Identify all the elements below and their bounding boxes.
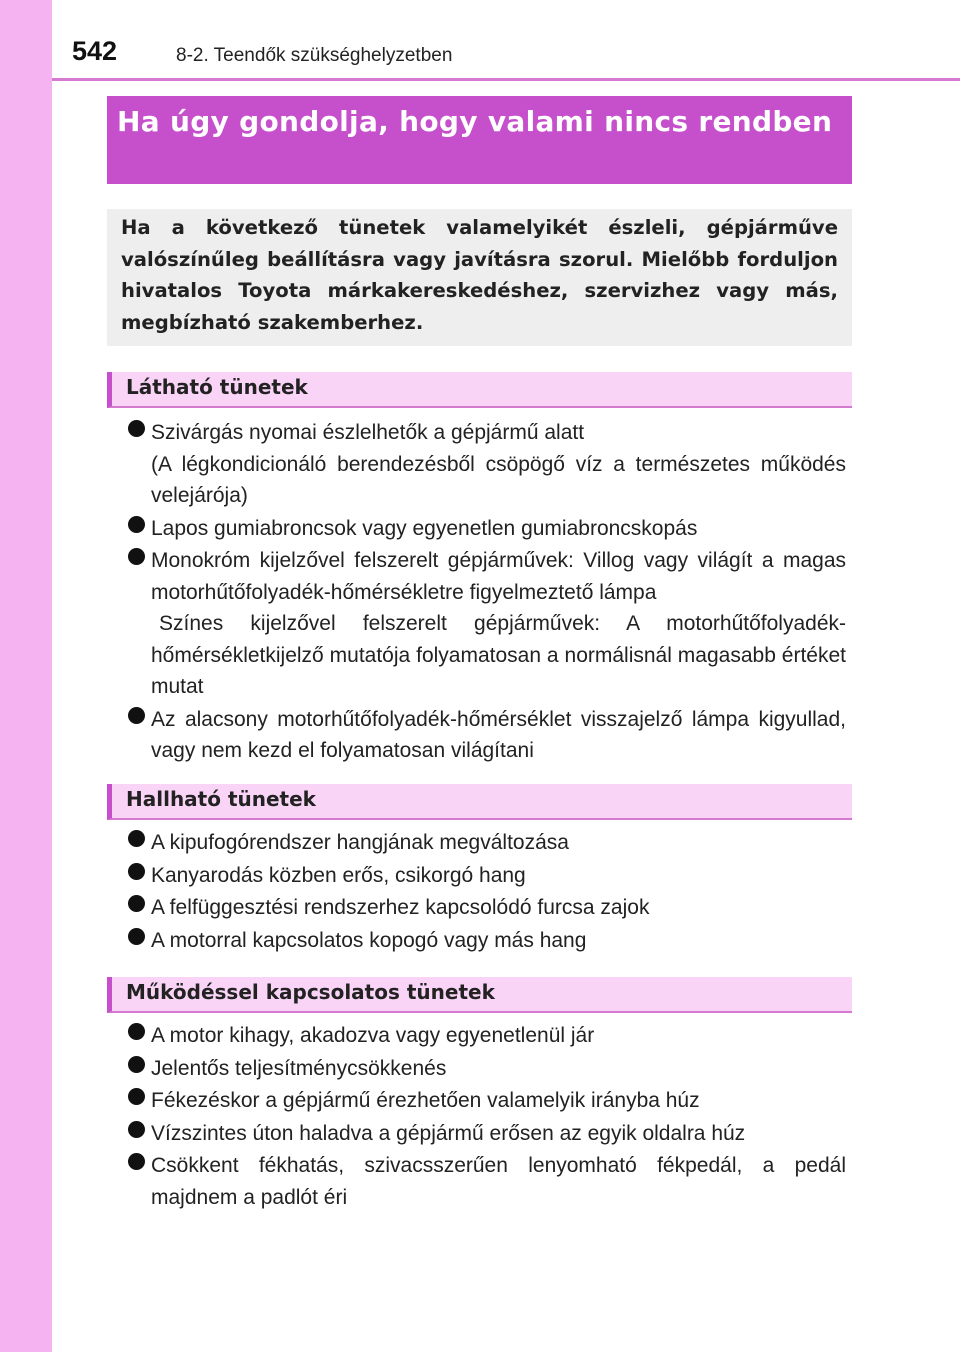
list-item-text: Vízszintes úton haladva a gépjármű erősen az egyik oldalra húz <box>151 1121 746 1145</box>
list-item <box>128 417 846 512</box>
list-item <box>128 1053 846 1085</box>
section-title: Működéssel kapcsolatos tünetek <box>126 980 495 1004</box>
list-item <box>128 892 846 924</box>
bullet-icon <box>128 516 145 533</box>
list-item-text: A motor kihagy, akadozva vagy egyenetlenül jár <box>151 1024 595 1047</box>
section-header-visible-symptoms <box>107 372 852 408</box>
intro-text: Ha a következő tünetek valamelyikét észleli, gépjárműve valószínűleg beállításra vagy javításra szorul. Mielőbb forduljon hivatalos Toyota márkakereskedéshez, szervizhez vagy más, megbízható szakemberhez. <box>121 216 838 334</box>
list-item <box>128 860 846 892</box>
list-item <box>128 704 846 767</box>
audible-symptoms-list <box>128 827 846 957</box>
list-item-text: A motorral kapcsolatos kopogó vagy más hang <box>151 928 587 952</box>
section-header-audible-symptoms <box>107 784 852 820</box>
section-header-operational-symptoms <box>107 977 852 1013</box>
intro-box <box>107 209 852 346</box>
bullet-icon <box>128 863 145 880</box>
list-item-text: Lapos gumiabroncsok vagy egyenetlen gumiabroncskopás <box>151 516 698 540</box>
side-tab-bar <box>0 0 52 1352</box>
bullet-icon <box>128 928 145 945</box>
list-item-text: Fékezéskor a gépjármű érezhetően valamelyik irányba húz <box>151 1089 700 1112</box>
list-item-text: A kipufogórendszer hangjának megváltozása <box>151 831 569 854</box>
list-item-text: A felfüggesztési rendszerhez kapcsolódó furcsa zajok <box>151 896 650 919</box>
list-item-note: (A légkondicionáló berendezésből csöpögő víz a természetes működés velejárója) <box>151 452 846 507</box>
list-item-text: Az alacsony motorhűtőfolyadék-hőmérséklet visszajelző lámpa kigyullad, vagy nem kezd el folyamatosan világítani <box>151 707 846 762</box>
list-item <box>128 513 846 545</box>
bullet-icon <box>128 1023 145 1040</box>
list-item <box>128 827 846 859</box>
section-title: Hallható tünetek <box>126 787 316 811</box>
bullet-icon <box>128 830 145 847</box>
bullet-icon <box>128 1121 145 1138</box>
visible-symptoms-list <box>128 417 846 768</box>
list-item-note: Színes kijelzővel felszerelt gépjárművek: A motorhűtőfolyadék-hőmérsékletkijelző mutatója folyamatosan a normálisnál magasabb értéket mutat <box>151 612 846 698</box>
list-item-text: Monokróm kijelzővel felszerelt gépjárművek: Villog vagy világít a magas motorhűtőfolyadék-hőmérsékletre figyelmeztető lámpa <box>151 549 846 604</box>
list-item-text: Jelentős teljesítménycsökkenés <box>151 1056 447 1080</box>
chapter-heading: 8-2. Teendők szükséghelyzetben <box>176 45 453 66</box>
page-number: 542 <box>72 36 118 66</box>
section-title: Látható tünetek <box>126 375 308 399</box>
bullet-icon <box>128 1153 145 1170</box>
bullet-icon <box>128 420 145 437</box>
list-item-text: Csökkent fékhatás, szivacsszerűen lenyomható fékpedál, a pedál majdnem a padlót éri <box>151 1154 846 1209</box>
bullet-icon <box>128 548 145 565</box>
bullet-icon <box>128 1056 145 1073</box>
list-item-text: Szivárgás nyomai észlelhetők a gépjármű alatt <box>151 421 585 444</box>
header-divider <box>52 78 960 81</box>
bullet-icon <box>128 707 145 724</box>
bullet-icon <box>128 1088 145 1105</box>
list-item <box>128 1118 846 1150</box>
operational-symptoms-list <box>128 1020 846 1214</box>
bullet-icon <box>128 895 145 912</box>
page-title: Ha úgy gondolja, hogy valami nincs rendben <box>117 105 833 138</box>
title-box <box>107 96 852 184</box>
list-item <box>128 1085 846 1117</box>
list-item <box>128 1150 846 1213</box>
list-item-text: Kanyarodás közben erős, csikorgó hang <box>151 863 526 887</box>
list-item <box>128 925 846 957</box>
list-item <box>128 1020 846 1052</box>
list-item <box>128 545 846 703</box>
